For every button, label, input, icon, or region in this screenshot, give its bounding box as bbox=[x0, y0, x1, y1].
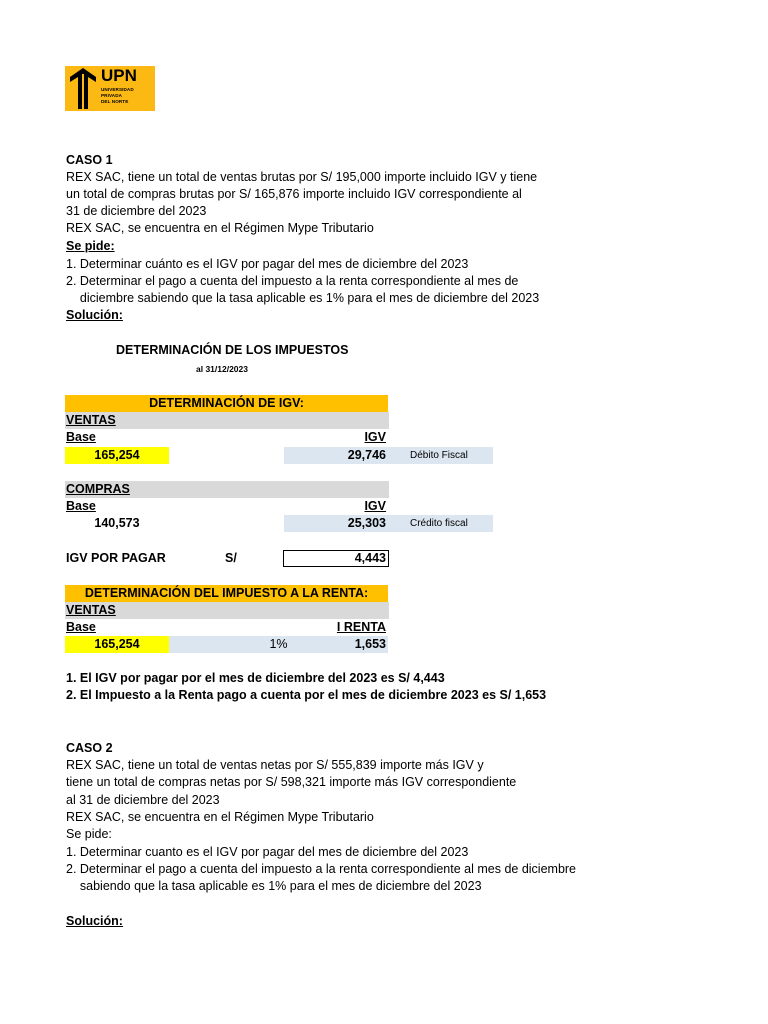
upn-arrow-icon bbox=[69, 68, 97, 109]
igv-por-pagar-label: IGV POR PAGAR bbox=[66, 551, 166, 565]
renta-table-header: DETERMINACIÓN DEL IMPUESTO A LA RENTA: bbox=[65, 585, 388, 602]
igv-ventas-igv-label: IGV bbox=[364, 430, 386, 444]
case1-line-2: un total de compras brutas por S/ 165,876 importe incluido IGV correspondiente al bbox=[66, 187, 522, 201]
igv-compras-base-value: 140,573 bbox=[94, 516, 140, 530]
igv-compras-label: COMPRAS bbox=[65, 481, 389, 498]
case2-se-pide: Se pide: bbox=[66, 827, 112, 841]
renta-base-label: Base bbox=[66, 620, 96, 634]
case1-se-pide: Se pide: bbox=[66, 239, 115, 253]
case2-task-2: 2. Determinar el pago a cuenta del impuesto a la renta correspondiente al mes de diciembre bbox=[66, 862, 577, 876]
case1-solucion: Solución: bbox=[66, 308, 123, 322]
logo-wordmark: UPN bbox=[101, 66, 137, 85]
case1-line-3: 31 de diciembre del 2023 bbox=[66, 204, 207, 218]
case2-task-3: sabiendo que la tasa aplicable es 1% para el mes de diciembre del 2023 bbox=[66, 879, 482, 893]
upn-logo bbox=[65, 66, 155, 111]
igv-table-header: DETERMINACIÓN DE IGV: bbox=[65, 395, 388, 412]
case2-task-1: 1. Determinar cuanto es el IGV por pagar del mes de diciembre del 2023 bbox=[66, 845, 469, 859]
igv-por-pagar-value: 4,443 bbox=[283, 550, 389, 567]
debito-fiscal-label: Débito Fiscal bbox=[388, 447, 493, 464]
logo-line-1: UNIVERSIDAD bbox=[101, 87, 134, 92]
case2-line-4: REX SAC, se encuentra en el Régimen Mype Tributario bbox=[66, 810, 374, 824]
logo-line-3: DEL NORTE bbox=[101, 99, 129, 104]
igv-ventas-label: VENTAS bbox=[65, 412, 389, 429]
case2-line-3: al 31 de diciembre del 2023 bbox=[66, 793, 220, 807]
igv-compras-base-label: Base bbox=[66, 499, 96, 513]
igv-compras-igv-label: IGV bbox=[364, 499, 386, 513]
case2-solucion: Solución: bbox=[66, 914, 123, 928]
case1-task-1: 1. Determinar cuánto es el IGV por pagar del mes de diciembre del 2023 bbox=[66, 257, 469, 271]
renta-base-value: 165,254 bbox=[65, 636, 169, 653]
igv-ventas-igv-value: 29,746 bbox=[284, 447, 388, 464]
igv-ventas-base-label: Base bbox=[66, 430, 96, 444]
logo-line-2: PRIVADA bbox=[101, 93, 123, 98]
case2-title: CASO 2 bbox=[66, 741, 113, 755]
renta-i-renta-label: I RENTA bbox=[336, 620, 386, 634]
case1-conclusion-2: 2. El Impuesto a la Renta pago a cuenta por el mes de diciembre 2023 es S/ 1,653 bbox=[66, 688, 547, 702]
case1-task-3: diciembre sabiendo que la tasa aplicable es 1% para el mes de diciembre del 2023 bbox=[66, 291, 540, 305]
taxes-heading: DETERMINACIÓN DE LOS IMPUESTOS bbox=[116, 343, 349, 357]
case1-conclusion-1: 1. El IGV por pagar por el mes de diciembre del 2023 es S/ 4,443 bbox=[66, 671, 445, 685]
renta-ventas-label: VENTAS bbox=[65, 602, 389, 619]
credito-fiscal-label: Crédito fiscal bbox=[388, 515, 493, 532]
renta-rate: 1% bbox=[269, 637, 288, 651]
igv-compras-igv-value: 25,303 bbox=[284, 515, 388, 532]
case1-line-4: REX SAC, se encuentra en el Régimen Mype Tributario bbox=[66, 221, 374, 235]
case2-line-1: REX SAC, tiene un total de ventas netas por S/ 555,839 importe más IGV y bbox=[66, 758, 484, 772]
igv-ventas-base-value: 165,254 bbox=[65, 447, 169, 464]
case2-line-2: tiene un total de compras netas por S/ 598,321 importe más IGV correspondiente bbox=[66, 775, 517, 789]
case1-task-2: 2. Determinar el pago a cuenta del impuesto a la renta correspondiente al mes de bbox=[66, 274, 519, 288]
renta-value: 1,653 bbox=[354, 637, 386, 651]
taxes-date: al 31/12/2023 bbox=[196, 364, 248, 374]
case1-title: CASO 1 bbox=[66, 153, 113, 167]
igv-por-pagar-currency: S/ bbox=[225, 551, 237, 565]
case1-line-1: REX SAC, tiene un total de ventas brutas por S/ 195,000 importe incluido IGV y tiene bbox=[66, 170, 538, 184]
